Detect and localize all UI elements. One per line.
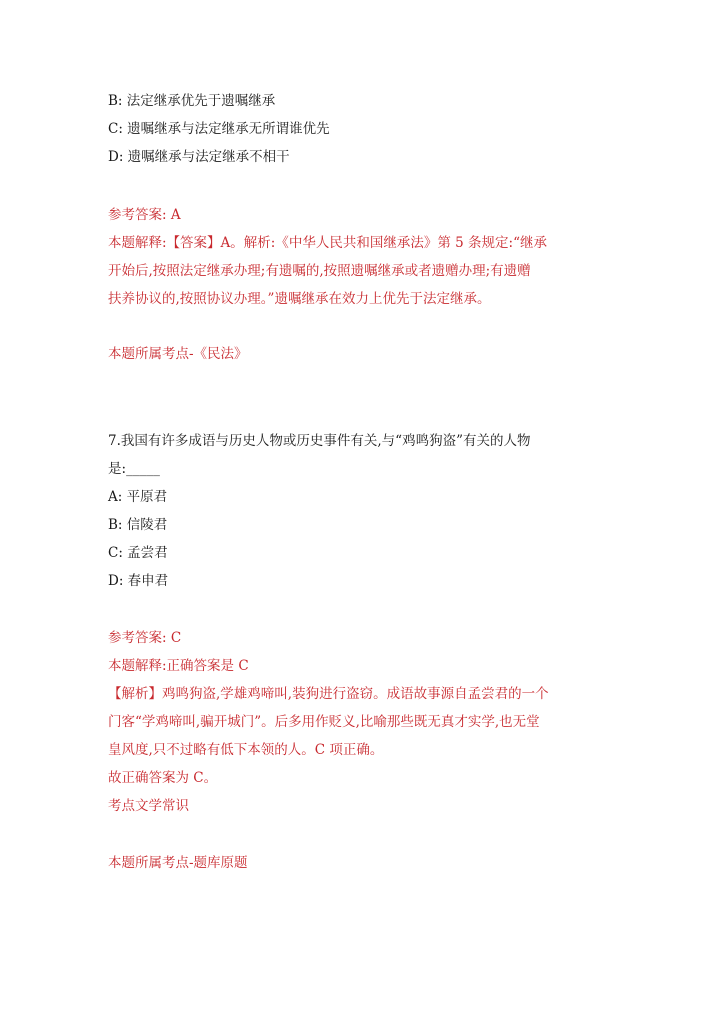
q6-explanation-line-3: 扶养协议的,按照协议办理。”遗嘱继承在效力上优先于法定继承。 [108, 291, 491, 307]
q7-topic: 本题所属考点-题库原题 [108, 855, 248, 871]
q6-option-b: B: 法定继承优先于遗嘱继承 [108, 93, 276, 109]
q6-explanation-line-1: 本题解释:【答案】A。解析:《中华人民共和国继承法》第 5 条规定:“继承 [108, 235, 547, 251]
q7-explanation-line-6: 考点文学常识 [108, 798, 189, 814]
q7-explanation-line-3: 门客“学鸡啼叫,骗开城门”。后多用作贬义,比喻那些既无真才实学,也无堂 [108, 714, 540, 730]
q6-explanation-line-2: 开始后,按照法定继承办理;有遗嘱的,按照遗嘱继承或者遗赠办理;有遗赠 [108, 263, 531, 279]
q7-answer: 参考答案: C [108, 630, 182, 646]
q7-explanation-line-5: 故正确答案为 C。 [108, 770, 218, 786]
q7-question-prefix: 是: [108, 461, 127, 477]
q6-option-c: C: 遗嘱继承与法定继承无所谓谁优先 [108, 121, 330, 137]
q7-option-c: C: 孟尝君 [108, 545, 168, 561]
q7-option-b: B: 信陵君 [108, 517, 168, 533]
q7-answer-blank: _____ [126, 461, 160, 477]
q7-option-d: D: 春申君 [108, 573, 169, 589]
q7-explanation-line-1: 本题解释:正确答案是 C [108, 658, 249, 674]
q6-topic: 本题所属考点-《民法》 [108, 346, 248, 362]
q7-option-a: A: 平原君 [108, 489, 168, 505]
q7-question-line-2 [108, 459, 160, 479]
q6-answer: 参考答案: A [108, 207, 181, 223]
q7-question-line-1: 7.我国有许多成语与历史人物或历史事件有关,与“鸡鸣狗盗”有关的人物 [108, 433, 531, 449]
q7-explanation-line-2: 【解析】鸡鸣狗盗,学雄鸡啼叫,装狗进行盗窃。成语故事源自孟尝君的一个 [108, 686, 549, 702]
q7-explanation-line-4: 皇风度,只不过略有低下本领的人。C 项正确。 [108, 742, 384, 758]
q6-option-d: D: 遗嘱继承与法定继承不相干 [108, 149, 290, 165]
